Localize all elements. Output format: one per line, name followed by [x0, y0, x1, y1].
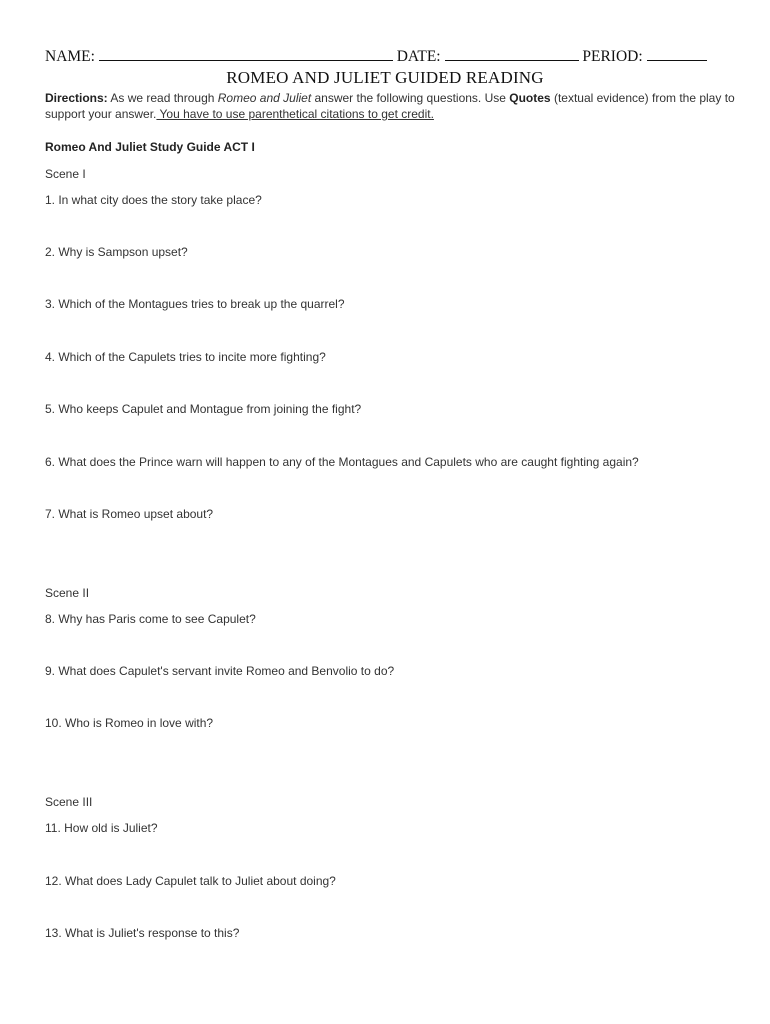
scene-heading: Scene II [45, 586, 90, 600]
page-title: ROMEO AND JULIET GUIDED READING [226, 68, 544, 87]
directions-text-1: As we read through [107, 91, 218, 105]
question-item: 3. Which of the Montagues tries to break up the quarrel? [45, 297, 345, 311]
question-item: 12. What does Lady Capulet talk to Juliet about doing? [45, 874, 336, 888]
question-item: 10. Who is Romeo in love with? [45, 716, 214, 730]
question-item: 5. Who keeps Capulet and Montague from joining the fight? [45, 402, 362, 416]
question-item: 13. What is Juliet's response to this? [45, 926, 240, 940]
header-fields [45, 48, 725, 66]
scene-heading: Scene I [45, 167, 86, 181]
scene-heading: Scene III [45, 795, 93, 809]
question-item: 1. In what city does the story take place? [45, 193, 262, 207]
date-blank [445, 48, 579, 61]
directions-text-3: (textual evidence) from the play to support your answer. [45, 91, 735, 121]
directions-label: Directions: [45, 91, 108, 105]
date-label: DATE: [396, 48, 441, 65]
question-item: 2. Why is Sampson upset? [45, 245, 188, 259]
study-guide-title: Romeo And Juliet Study Guide ACT I [45, 140, 255, 154]
question-item: 6. What does the Prince warn will happen to any of the Montagues and Capulets who are caught fighting again? [45, 455, 639, 469]
question-item: 8. Why has Paris come to see Capulet? [45, 612, 256, 626]
period-blank [647, 48, 707, 61]
directions-text-2: answer the following questions. Use [311, 91, 510, 105]
quotes-word: Quotes [509, 91, 551, 105]
directions [45, 90, 735, 122]
question-item: 9. What does Capulet's servant invite Romeo and Benvolio to do? [45, 664, 395, 678]
question-item: 11. How old is Juliet? [45, 821, 158, 835]
period-label: PERIOD: [582, 48, 643, 65]
question-item: 7. What is Romeo upset about? [45, 507, 214, 521]
name-label: NAME: [45, 48, 95, 65]
name-blank [99, 48, 393, 61]
citation-requirement: You have to use parenthetical citations to get credit. [156, 107, 434, 121]
question-item: 4. Which of the Capulets tries to incite more fighting? [45, 350, 326, 364]
play-title: Romeo and Juliet [217, 91, 312, 105]
